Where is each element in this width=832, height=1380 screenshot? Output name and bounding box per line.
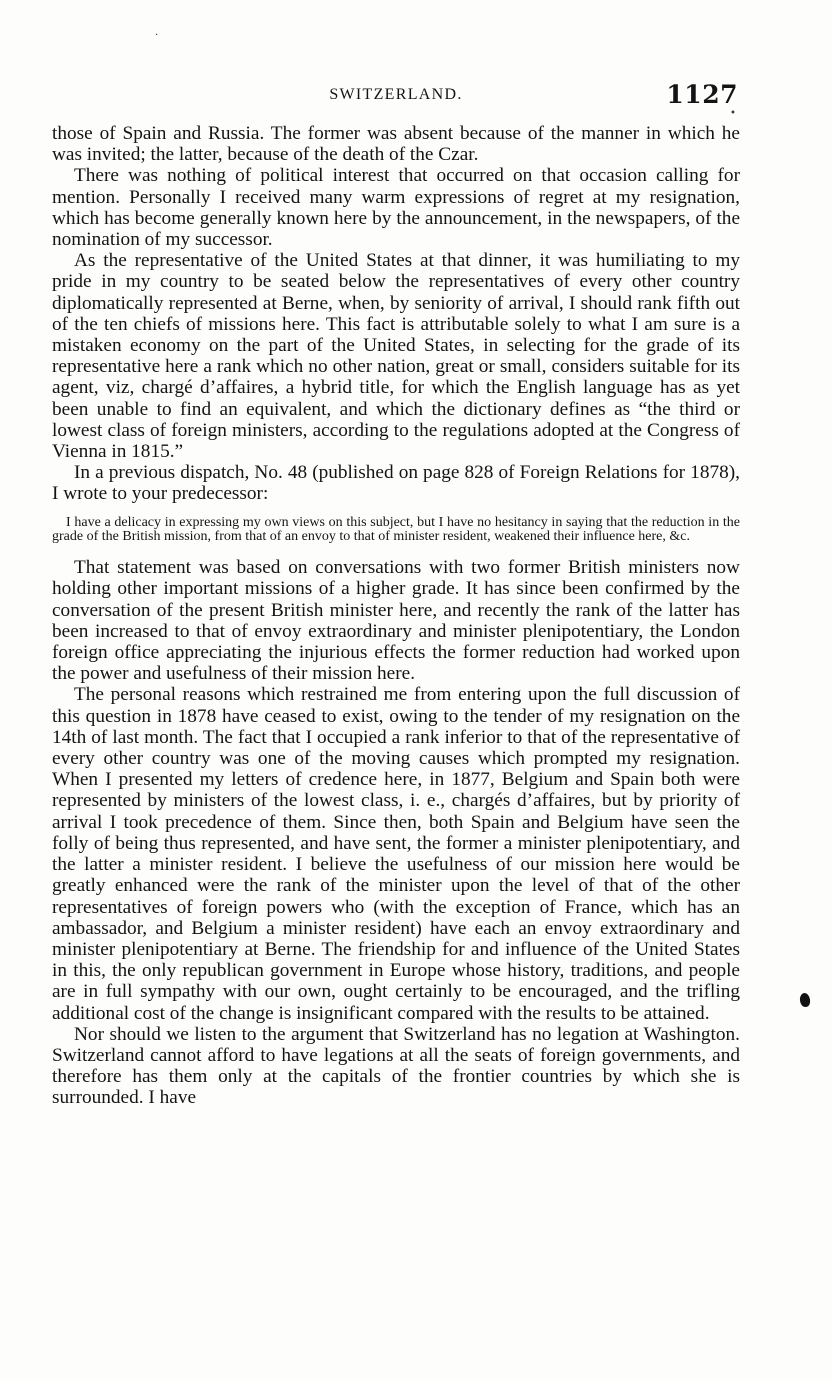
paragraph: That statement was based on conversations with two former British ministers now holding other important missions of a higher grade. It has since been confirmed by the conversation of the present British minister here, and recently the rank of the latter has been increased to that of envoy extraordinary and minister plenipotentiary, the London foreign office appreciating the injurious effects the former reduction had worked upon the power and usefulness of their mission here. <box>52 557 740 685</box>
paragraph: There was nothing of political interest that occurred on that occasion calling for mention. Personally I received many warm expressions of regret at my resignation, which has become generally known here by the announcement, in the newspapers, of the nomination of my successor. <box>52 165 740 251</box>
print-speck: · <box>155 30 159 41</box>
block-quote: I have a delicacy in expressing my own views on this subject, but I have no hesitancy in saying that the reduction in the grade of the British mission, from that of an envoy to that of minister resident, weakened their influence here, &c. <box>52 514 740 545</box>
margin-ink-mark <box>799 992 811 1007</box>
paragraph: those of Spain and Russia. The former was absent because of the manner in which he was invited; the latter, because of the death of the Czar. <box>52 123 740 166</box>
paragraph: The personal reasons which restrained me from entering upon the full discussion of this question in 1878 have ceased to exist, owing to the tender of my resignation on the 14th of last month. The fact that I occupied a rank inferior to that of the representative of every other country was one of the moving causes which prompted my resignation. When I presented my letters of credence here, in 1877, Belgium and Spain both were represented by ministers of the lowest class, i. e., chargés d’affaires, but by priority of arrival I took precedence of them. Since then, both Spain and Belgium have seen the folly of being thus represented, and have sent, the former a minister plenipotentiary, and the latter a minister resident. I believe the usefulness of our mission here would be greatly enhanced were the rank of the minister upon the level of that of the other representatives of foreign powers who (with the exception of France, which has an ambassador, and Belgium a minister resident) have each an envoy extraordinary and minister plenipotentiary at Berne. The friendship for and influence of the United States in this, the only republican government in Europe whose history, traditions, and people are in full sympathy with our own, ought certainly to be encouraged, and the trifling additional cost of the change is insignificant compared with the results to be attained. <box>52 684 740 1024</box>
running-title: SWITZERLAND. <box>329 86 463 103</box>
page-header <box>52 82 740 112</box>
page-number: 1127 <box>666 80 738 109</box>
paragraph: In a previous dispatch, No. 48 (published on page 828 of Foreign Relations for 1878), I wrote to your predecessor: <box>52 462 740 505</box>
paragraph: As the representative of the United States at that dinner, it was humiliating to my pride in my country to be seated below the representatives of every other country diplomatically represented at Berne, when, by seniority of arrival, I should rank fifth out of the ten chiefs of missions here. This fact is attributable solely to what I am sure is a mistaken economy on the part of the United States, in selecting for the grade of its representative here a rank which no other nation, great or small, considers suitable for its agent, viz, chargé d’affaires, a hybrid title, for which the English language has as yet been unable to find an equivalent, and which the dictionary defines as “the third or lowest class of foreign ministers, according to the regulations adopted at the Congress of Vienna in 1815.” <box>52 250 740 463</box>
body-text <box>52 123 740 1109</box>
print-speck: • <box>730 108 736 119</box>
paragraph: Nor should we listen to the argument that Switzerland has no legation at Washington. Switzerland cannot afford to have legations at all the seats of foreign governments, and therefore has them only at the capitals of the frontier countries by which she is surrounded. I have <box>52 1023 740 1109</box>
